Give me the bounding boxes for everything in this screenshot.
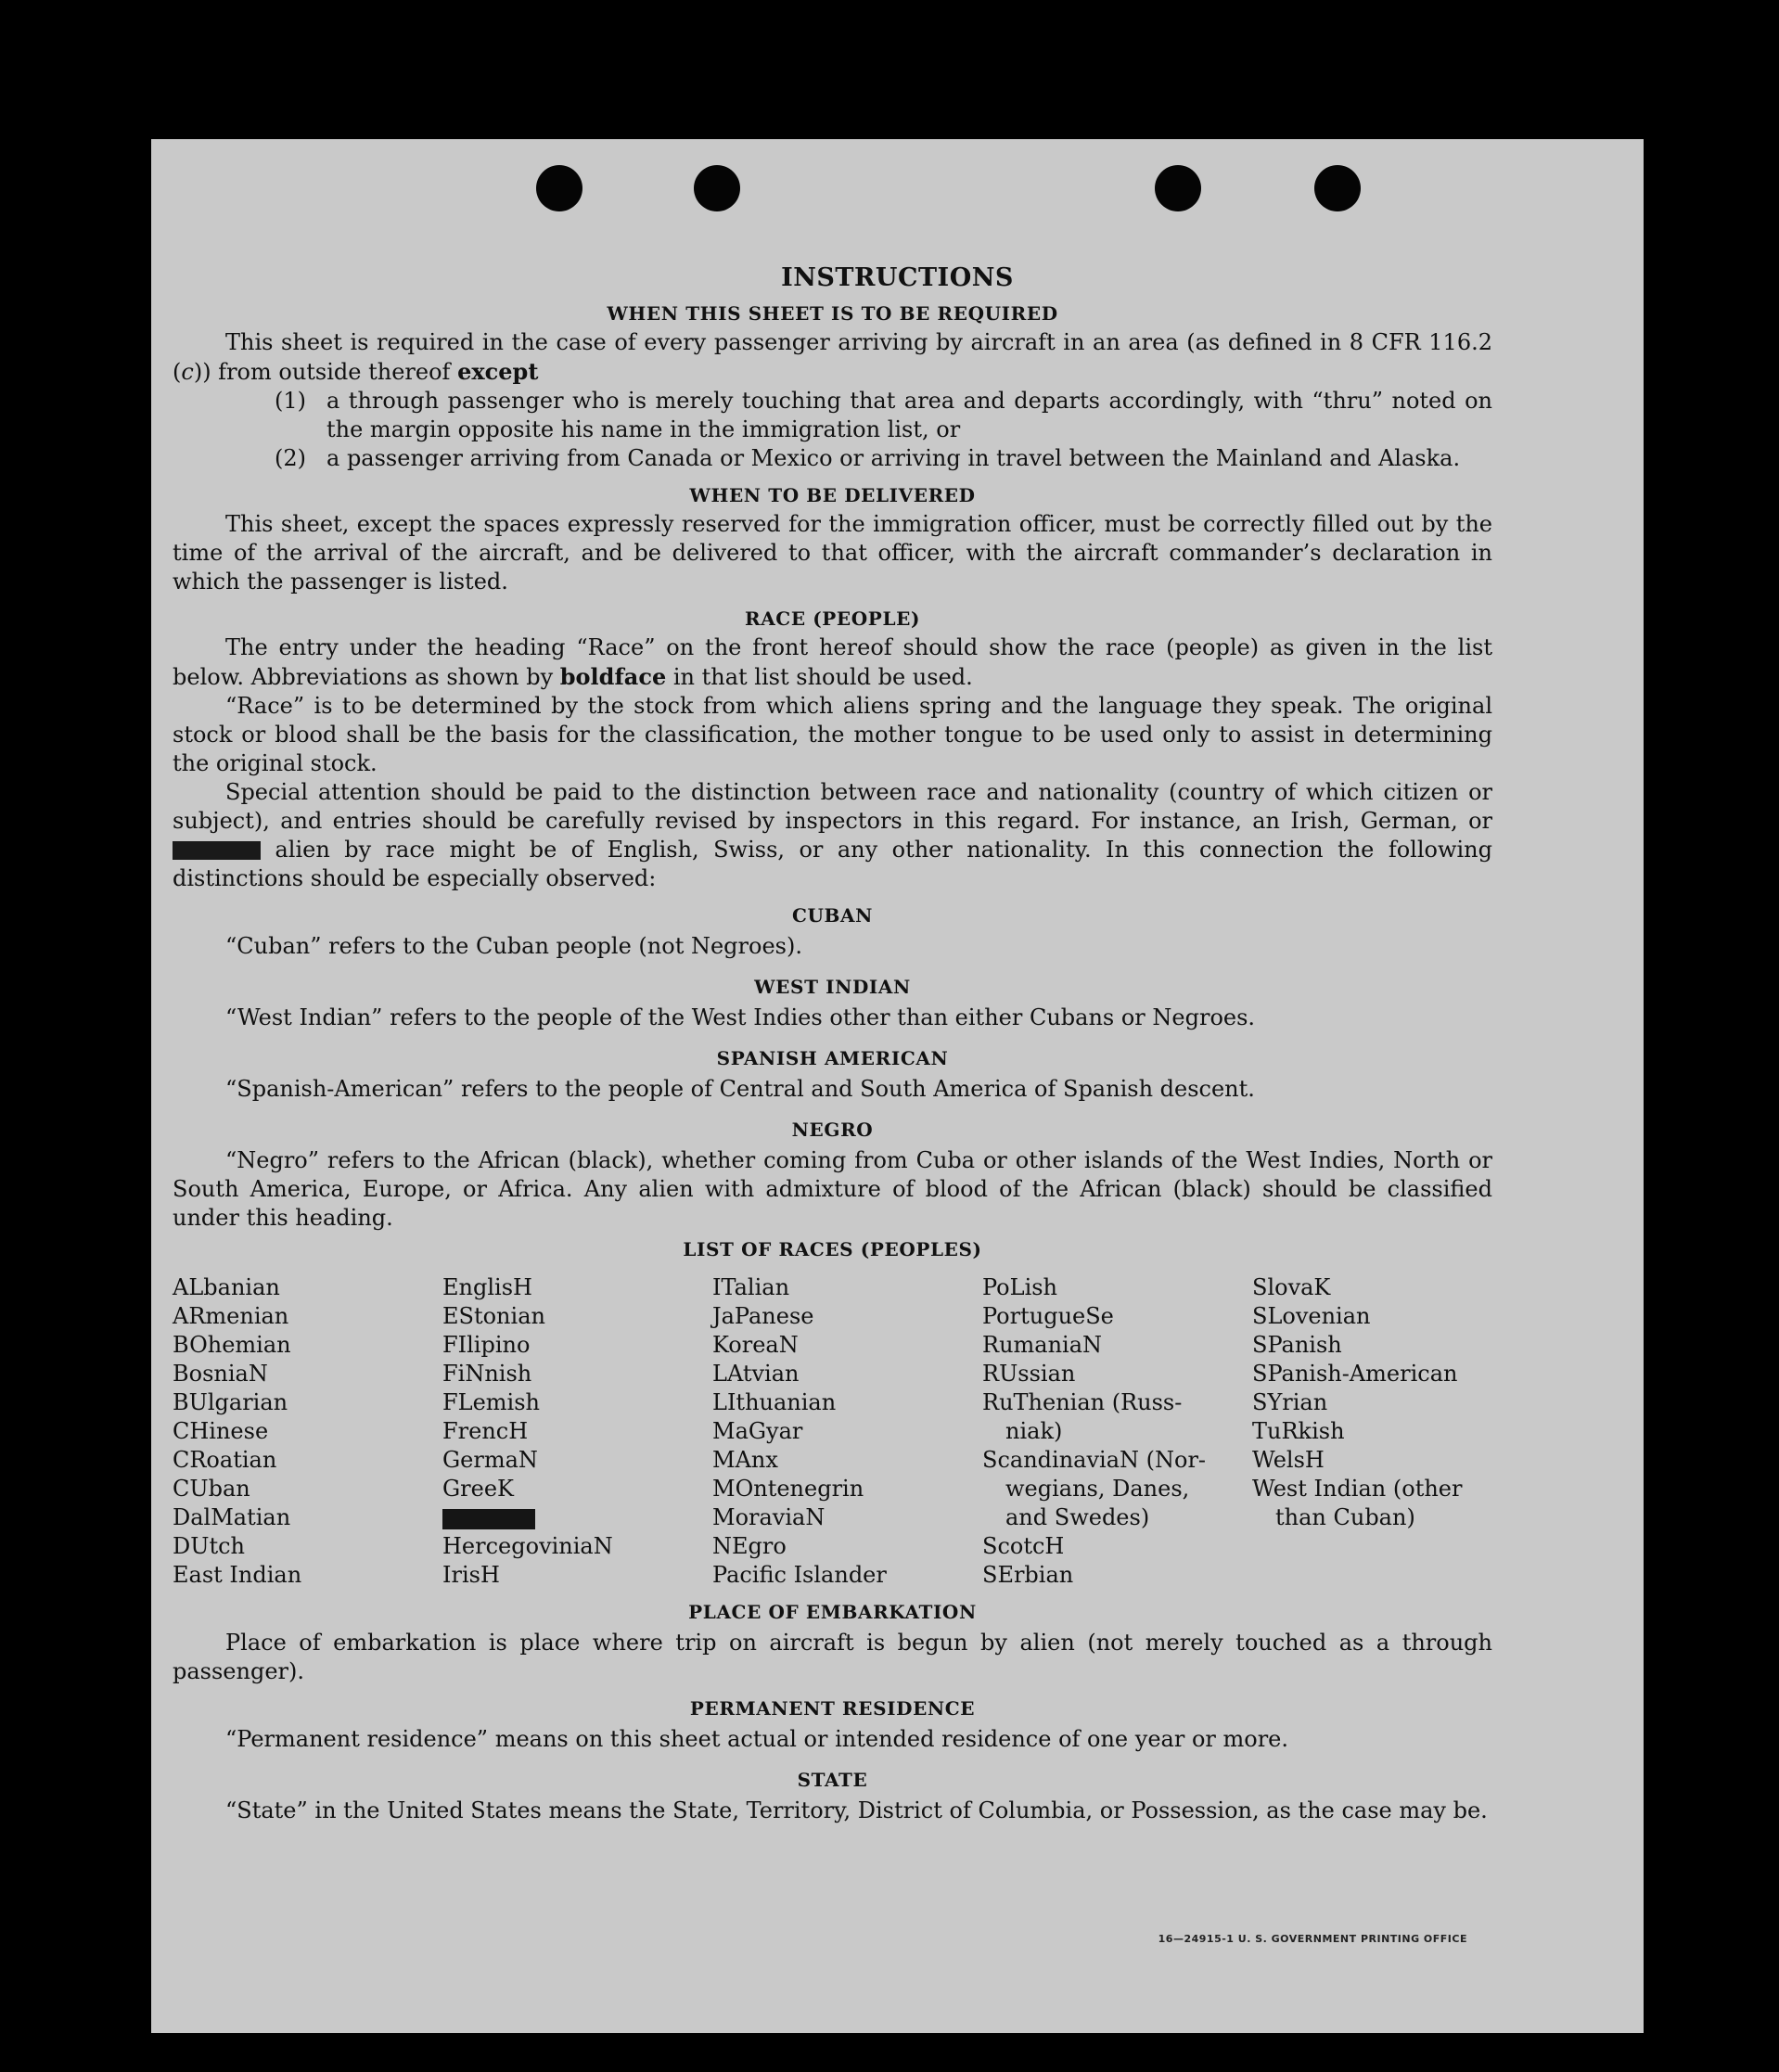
redaction-mark — [173, 841, 261, 860]
race-entry: RUssian — [982, 1361, 1076, 1387]
race-entry: ALbanian — [173, 1274, 280, 1300]
exception-item-2: (2) a passenger arriving from Canada or Mexico or arriving in travel between the Mainland and Alaska. — [275, 445, 1461, 471]
race-entry: than Cuban) — [1275, 1504, 1415, 1530]
race-entry: SLovenian — [1252, 1303, 1371, 1329]
race-entry: MoraviaN — [712, 1504, 826, 1530]
punch-hole — [1314, 165, 1361, 211]
exception-item-1: (1) a through passenger who is merely touching that area and departs accordingly, with “thru” noted on the margin opposite his name in the immigration list, or — [275, 388, 1492, 442]
race-entry: SErbian — [982, 1562, 1074, 1588]
race-entry: FIlipino — [442, 1332, 531, 1358]
race-entry: ScotcH — [982, 1533, 1065, 1559]
race-entry: CHinese — [173, 1418, 269, 1444]
race-entry: FrencH — [442, 1418, 529, 1444]
section-heading-spanish-american: SPANISH AMERICAN — [716, 1047, 949, 1069]
paragraph-required: This sheet is required in the case of every passenger arriving by aircraft in an area (as defined in 8 CFR 116.2 (c)) from outside thereof except — [173, 329, 1492, 385]
races-column — [442, 1273, 712, 1590]
race-entry: MOntenegrin — [712, 1476, 864, 1502]
race-entry: SYrian — [1252, 1389, 1328, 1415]
race-entry: IrisH — [442, 1562, 500, 1588]
race-entry: ARmenian — [173, 1303, 289, 1329]
race-entry: TuRkish — [1252, 1418, 1345, 1444]
punch-hole — [694, 165, 740, 211]
race-entry: GreeK — [442, 1476, 514, 1502]
paragraph-state: “State” in the United States means the State, Territory, District of Columbia, or Possession, as the case may be. — [225, 1797, 1488, 1823]
race-entry: ScandinaviaN (Nor- — [982, 1447, 1207, 1473]
race-entry: SPanish — [1252, 1332, 1342, 1358]
paragraph-race-2: “Race” is to be determined by the stock from which aliens spring and the language they speak. The original stock or blood shall be the basis for the classification, the mother tongue to be used only to assist in determining the original stock. — [173, 693, 1492, 776]
race-entry: EStonian — [442, 1303, 545, 1329]
paragraph-spanish-american: “Spanish-American” refers to the people of Central and South America of Spanish descent. — [225, 1076, 1255, 1102]
race-entry: MaGyar — [712, 1418, 803, 1444]
race-entry: DUtch — [173, 1533, 246, 1559]
race-entry: EnglisH — [442, 1274, 532, 1300]
punch-hole — [536, 165, 582, 211]
races-column — [982, 1273, 1252, 1590]
races-list — [173, 1273, 1492, 1590]
race-entry: niak) — [1005, 1418, 1063, 1444]
race-entry: HercegoviniaN — [442, 1533, 613, 1559]
section-heading-negro: NEGRO — [791, 1119, 874, 1141]
race-entry: LAtvian — [712, 1361, 800, 1387]
printing-office-imprint: 16—24915-1 U. S. GOVERNMENT PRINTING OFFICE — [1158, 1933, 1467, 1945]
race-entry: GermaN — [442, 1447, 538, 1473]
section-heading-west-indian: WEST INDIAN — [754, 976, 911, 998]
section-heading-race: RACE (PEOPLE) — [744, 608, 921, 630]
instruction-sheet — [151, 139, 1644, 2033]
race-entry: wegians, Danes, — [1005, 1476, 1190, 1502]
paragraph-race-3: Special attention should be paid to the distinction between race and nationality (country of which citizen or subject), and entries should be carefully revised by inspectors in this regard. For instance, an Irish, German, or alien by race might be of English, Swiss, or any other nationality. In this connection the following distinctions should be especially observed: — [173, 779, 1492, 891]
race-entry: ITalian — [712, 1274, 790, 1300]
race-entry: DalMatian — [173, 1504, 291, 1530]
race-entry-redacted — [442, 1503, 712, 1532]
race-entry: PoLish — [982, 1274, 1058, 1300]
race-entry: CUban — [173, 1476, 250, 1502]
race-entry: East Indian — [173, 1562, 302, 1588]
race-entry: RumaniaN — [982, 1332, 1103, 1358]
race-entry: Pacific Islander — [712, 1562, 887, 1588]
paragraph-residence: “Permanent residence” means on this sheet actual or intended residence of one year or more. — [225, 1726, 1288, 1752]
race-entry: West Indian (other — [1252, 1476, 1463, 1502]
section-heading-state: STATE — [797, 1769, 868, 1791]
race-entry: CRoatian — [173, 1447, 277, 1473]
race-entry: MAnx — [712, 1447, 778, 1473]
race-entry: WelsH — [1252, 1447, 1325, 1473]
race-entry: LIthuanian — [712, 1389, 837, 1415]
races-column — [712, 1273, 982, 1590]
race-entry: JaPanese — [712, 1303, 814, 1329]
race-entry: KoreaN — [712, 1332, 799, 1358]
redaction-mark — [442, 1509, 535, 1529]
race-entry: PortugueSe — [982, 1303, 1114, 1329]
races-column — [1252, 1273, 1492, 1590]
paragraph-negro: “Negro” refers to the African (black), whether coming from Cuba or other islands of the West Indies, North or South America, Europe, or Africa. Any alien with admixture of blood of the African (black) should be classified under this heading. — [173, 1147, 1492, 1231]
races-column — [173, 1273, 442, 1590]
race-entry: SPanish-American — [1252, 1361, 1458, 1387]
race-entry: and Swedes) — [1005, 1504, 1150, 1530]
section-heading-cuban: CUBAN — [791, 904, 874, 927]
instructions-body — [173, 302, 1492, 1825]
punch-hole — [1155, 165, 1201, 211]
race-entry: FLemish — [442, 1389, 540, 1415]
race-entry: BosniaN — [173, 1361, 268, 1387]
race-entry: BOhemian — [173, 1332, 291, 1358]
paragraph-embarkation: Place of embarkation is place where trip on aircraft is begun by alien (not merely touched as a through passenger). — [173, 1630, 1492, 1684]
section-heading-list-of-races: LIST OF RACES (PEOPLES) — [683, 1238, 982, 1260]
section-heading-required: WHEN THIS SHEET IS TO BE REQUIRED — [607, 302, 1058, 325]
race-entry: NEgro — [712, 1533, 787, 1559]
section-heading-embarkation: PLACE OF EMBARKATION — [688, 1601, 977, 1623]
section-heading-residence: PERMANENT RESIDENCE — [689, 1697, 976, 1720]
paragraph-race-1: The entry under the heading “Race” on the front hereof should show the race (people) as given in the list below. Abbreviations as shown by boldface in that list should be used. — [173, 634, 1492, 690]
page-title: INSTRUCTIONS — [781, 263, 1014, 292]
paragraph-delivered: This sheet, except the spaces expressly reserved for the immigration officer, must be correctly filled out by the time of the arrival of the aircraft, and be delivered to that officer, with the aircraft commander’s declaration in which the passenger is listed. — [173, 511, 1492, 595]
race-entry: BUlgarian — [173, 1389, 288, 1415]
race-entry: SlovaK — [1252, 1274, 1331, 1300]
race-entry: RuThenian (Russ- — [982, 1389, 1183, 1415]
paragraph-cuban: “Cuban” refers to the Cuban people (not Negroes). — [225, 933, 802, 959]
section-heading-delivered: WHEN TO BE DELIVERED — [689, 484, 976, 506]
paragraph-west-indian: “West Indian” refers to the people of the West Indies other than either Cubans or Negroes. — [225, 1004, 1256, 1030]
race-entry: FiNnish — [442, 1361, 532, 1387]
